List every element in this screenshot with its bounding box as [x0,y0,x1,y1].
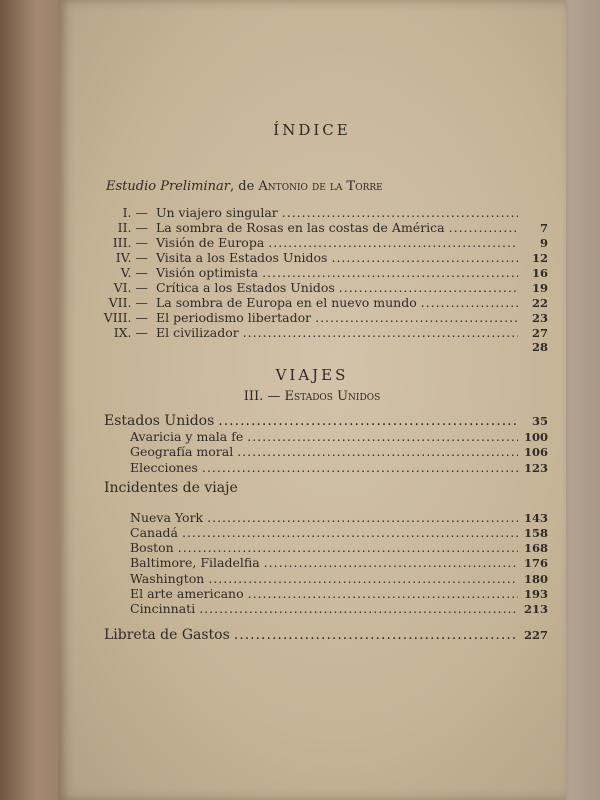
entry-row [104,525,548,540]
page-number: 193 [523,586,548,601]
page-number: 35 [531,414,548,428]
leader-dots [262,265,518,280]
chapter-row [98,205,548,220]
leader-dots [208,571,518,586]
chapter-number: I. — [122,205,148,220]
leader-dots [248,586,518,601]
page-number: 213 [523,601,548,616]
chapter-row [98,235,548,250]
leader-dots [243,325,518,340]
entry-label: Nueva York [130,509,204,525]
page-number: 7 [539,221,548,235]
entry-row [104,555,548,570]
entry-row [104,586,548,601]
entry-label: Cincinnati [130,600,196,616]
page-number: 27 [531,326,548,340]
chapter-row [98,325,548,340]
page-number: 106 [523,445,548,460]
leader-dots [207,510,518,525]
chapter-number: II. — [117,220,148,235]
entry-row [104,540,548,555]
leader-dots [268,235,518,250]
page-number: 100 [523,430,548,445]
page-number: 158 [523,525,548,540]
chapter-row [98,310,548,325]
entry-label: Washington [130,570,205,586]
page-number: 143 [523,510,548,525]
study-connector: , de [230,179,259,194]
chapter-label: La sombra de Rosas en las costas de América [156,220,445,235]
page-number: 12 [531,251,548,265]
section-title: VIAJES [275,366,349,384]
chapter-row [98,295,548,310]
chapter-number: V. — [120,265,148,280]
leader-dots [247,429,518,444]
page-number: 22 [531,296,548,310]
chapter-row [98,220,548,235]
entry-label: Boston [130,540,174,556]
entry-row [104,414,548,429]
entry-label: El arte americano [130,585,244,601]
entry-label: Baltimore, Filadelfia [130,555,260,571]
chapter-last-page-row [98,340,548,354]
chapter-number: VIII. — [103,310,148,325]
study-title: Estudio Preliminar [106,179,230,194]
entry-row [104,628,548,643]
page-number: 176 [523,556,548,571]
page-number: 9 [539,236,548,250]
page-title: ÍNDICE [273,121,351,139]
chapter-list [98,205,548,354]
page-number: 19 [531,281,548,295]
book-spine-edge [0,0,62,800]
leader-dots [234,628,518,643]
entry-list [104,414,548,643]
leader-dots [282,205,518,220]
entry-row [104,481,548,506]
entry-label: Geografía moral [130,444,234,460]
leader-dots [182,525,518,540]
entry-row [104,571,548,586]
entry-row [104,429,548,444]
chapter-label: Crítica a los Estados Unidos [156,280,335,295]
entry-row [104,510,548,525]
chapter-number: VII. — [108,295,148,310]
entry-label: Incidentes de viaje [104,479,238,496]
chapter-number: III. — [112,235,148,250]
page-number: 23 [531,311,548,325]
entry-label: Estados Unidos [104,413,215,429]
preliminary-study-heading [106,179,383,194]
entry-row [104,460,548,475]
chapter-last-page: 28 [531,340,548,354]
leader-dots [449,220,518,235]
page-number: 180 [523,571,548,586]
page-number: 227 [523,628,548,643]
chapter-number: VI. — [113,280,148,295]
entry-row [104,444,548,459]
page-number: 168 [523,541,548,556]
chapter-label: Visita a los Estados Unidos [156,250,328,265]
leader-dots [421,295,518,310]
chapter-number: IX. — [113,325,148,340]
leader-dots [237,444,518,459]
study-author: Antonio de la Torre [258,179,383,194]
leader-dots [315,310,518,325]
chapter-label: Un viajero singular [156,205,278,220]
entry-label: Elecciones [130,459,198,475]
chapter-label: El civilizador [156,325,239,340]
leader-dots [199,601,518,616]
chapter-label: La sombra de Europa en el nuevo mundo [156,295,417,310]
chapter-row [98,280,548,295]
entry-label: Canadá [130,524,178,540]
chapter-label: El periodismo libertador [156,310,312,325]
chapter-row [98,265,548,280]
leader-dots [202,460,518,475]
entry-row [104,601,548,616]
leader-dots [331,250,518,265]
leader-dots [218,414,518,429]
entry-label: Libreta de Gastos [104,627,230,644]
chapter-label: Visión optimista [156,265,259,280]
page-number: 123 [523,460,548,475]
index-page [58,0,566,800]
chapter-row [98,250,548,265]
chapter-label: Visión de Europa [156,235,265,250]
section-subtitle: III. — Estados Unidos [243,389,381,404]
leader-dots [339,280,518,295]
chapter-number: IV. — [115,250,148,265]
page-number: 16 [531,266,548,280]
leader-dots [264,555,518,570]
leader-dots [178,540,518,555]
entry-label: Avaricia y mala fe [130,429,244,445]
